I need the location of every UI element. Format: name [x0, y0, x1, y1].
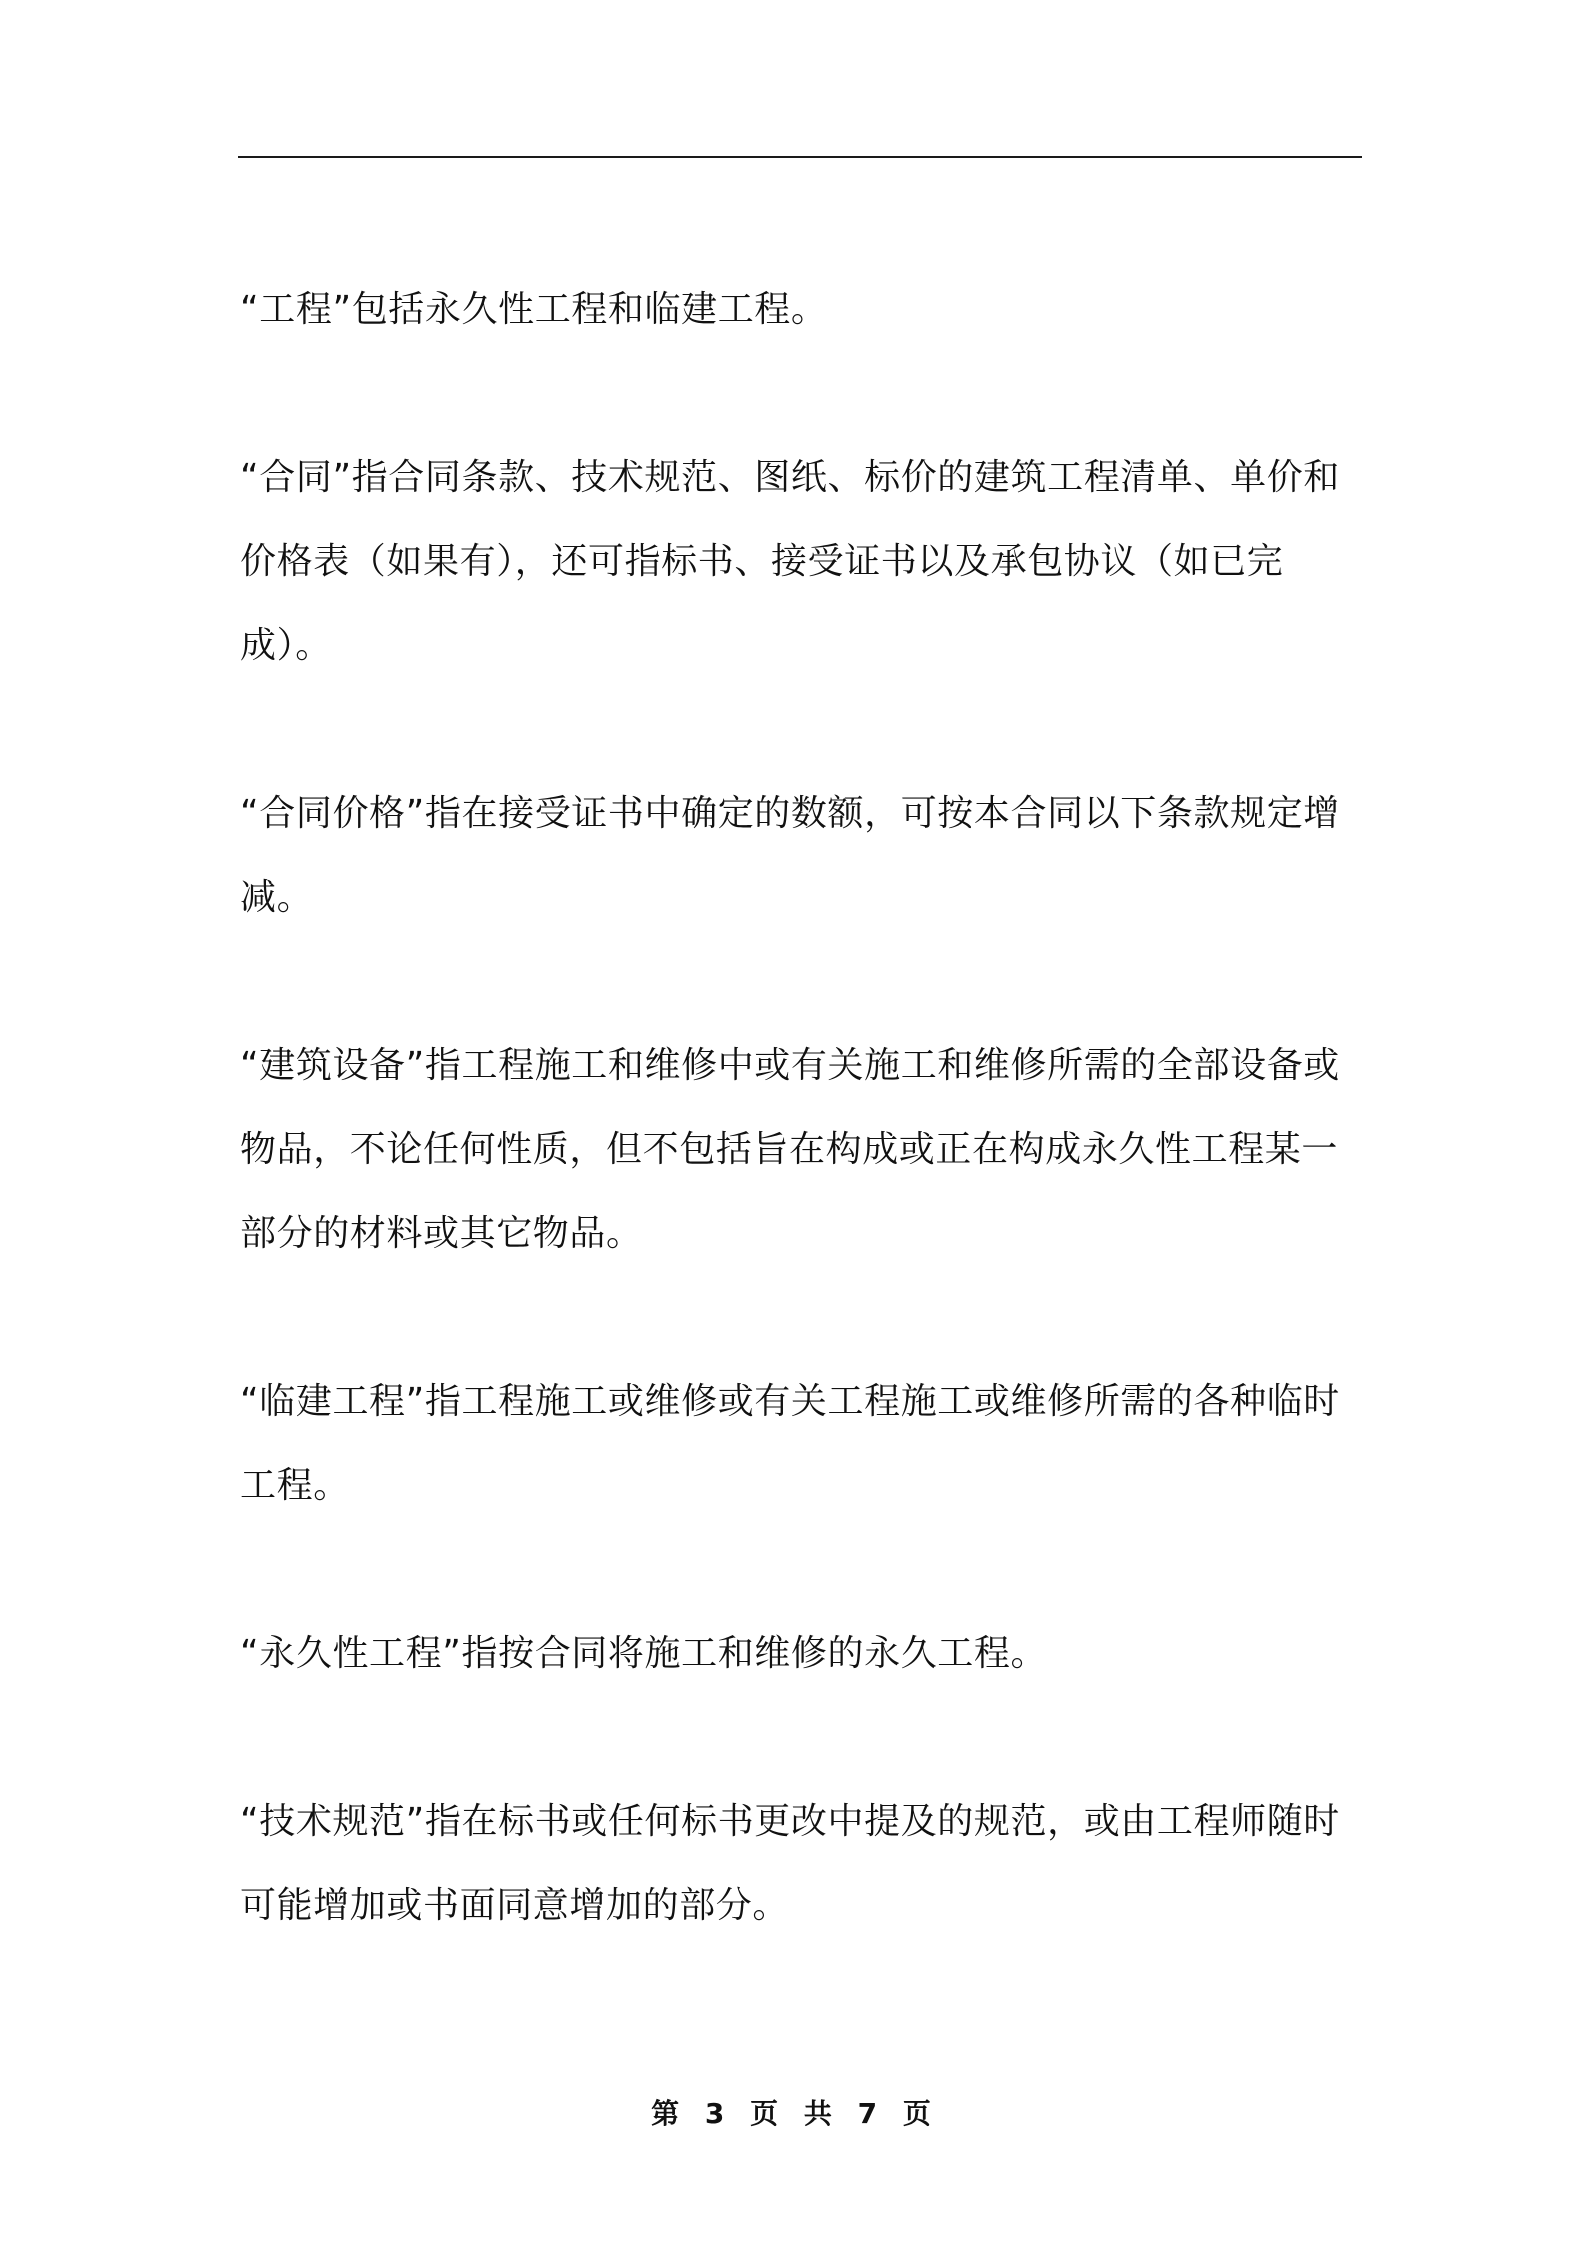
- paragraph-definition-permanent-works: “永久性工程”指按合同将施工和维修的永久工程。: [240, 1633, 1048, 1674]
- paragraph-definition-specification: “技术规范”指在标书或任何标书更改中提及的规范，或由工程师随时可能增加或书面同意增加的部分。: [240, 1801, 1340, 1926]
- paragraph-definition-construction-equipment: “建筑设备”指工程施工和维修中或有关施工和维修所需的全部设备或物品，不论任何性质，但不包括旨在构成或正在构成永久性工程某一部分的材料或其它物品。: [240, 1045, 1340, 1254]
- page-number-footer: 第 3 页 共 7 页: [651, 2097, 935, 2130]
- paragraph-definition-works: “工程”包括永久性工程和临建工程。: [240, 289, 828, 330]
- paragraph-definition-contract-price: “合同价格”指在接受证书中确定的数额，可按本合同以下条款规定增减。: [240, 793, 1340, 918]
- paragraph-definition-contract: “合同”指合同条款、技术规范、图纸、标价的建筑工程清单、单价和价格表（如果有），还可指标书、接受证书以及承包协议（如已完成）。: [240, 457, 1340, 666]
- paragraph-definition-temporary-works: “临建工程”指工程施工或维修或有关工程施工或维修所需的各种临时工程。: [240, 1381, 1340, 1506]
- header-divider: [238, 156, 1362, 158]
